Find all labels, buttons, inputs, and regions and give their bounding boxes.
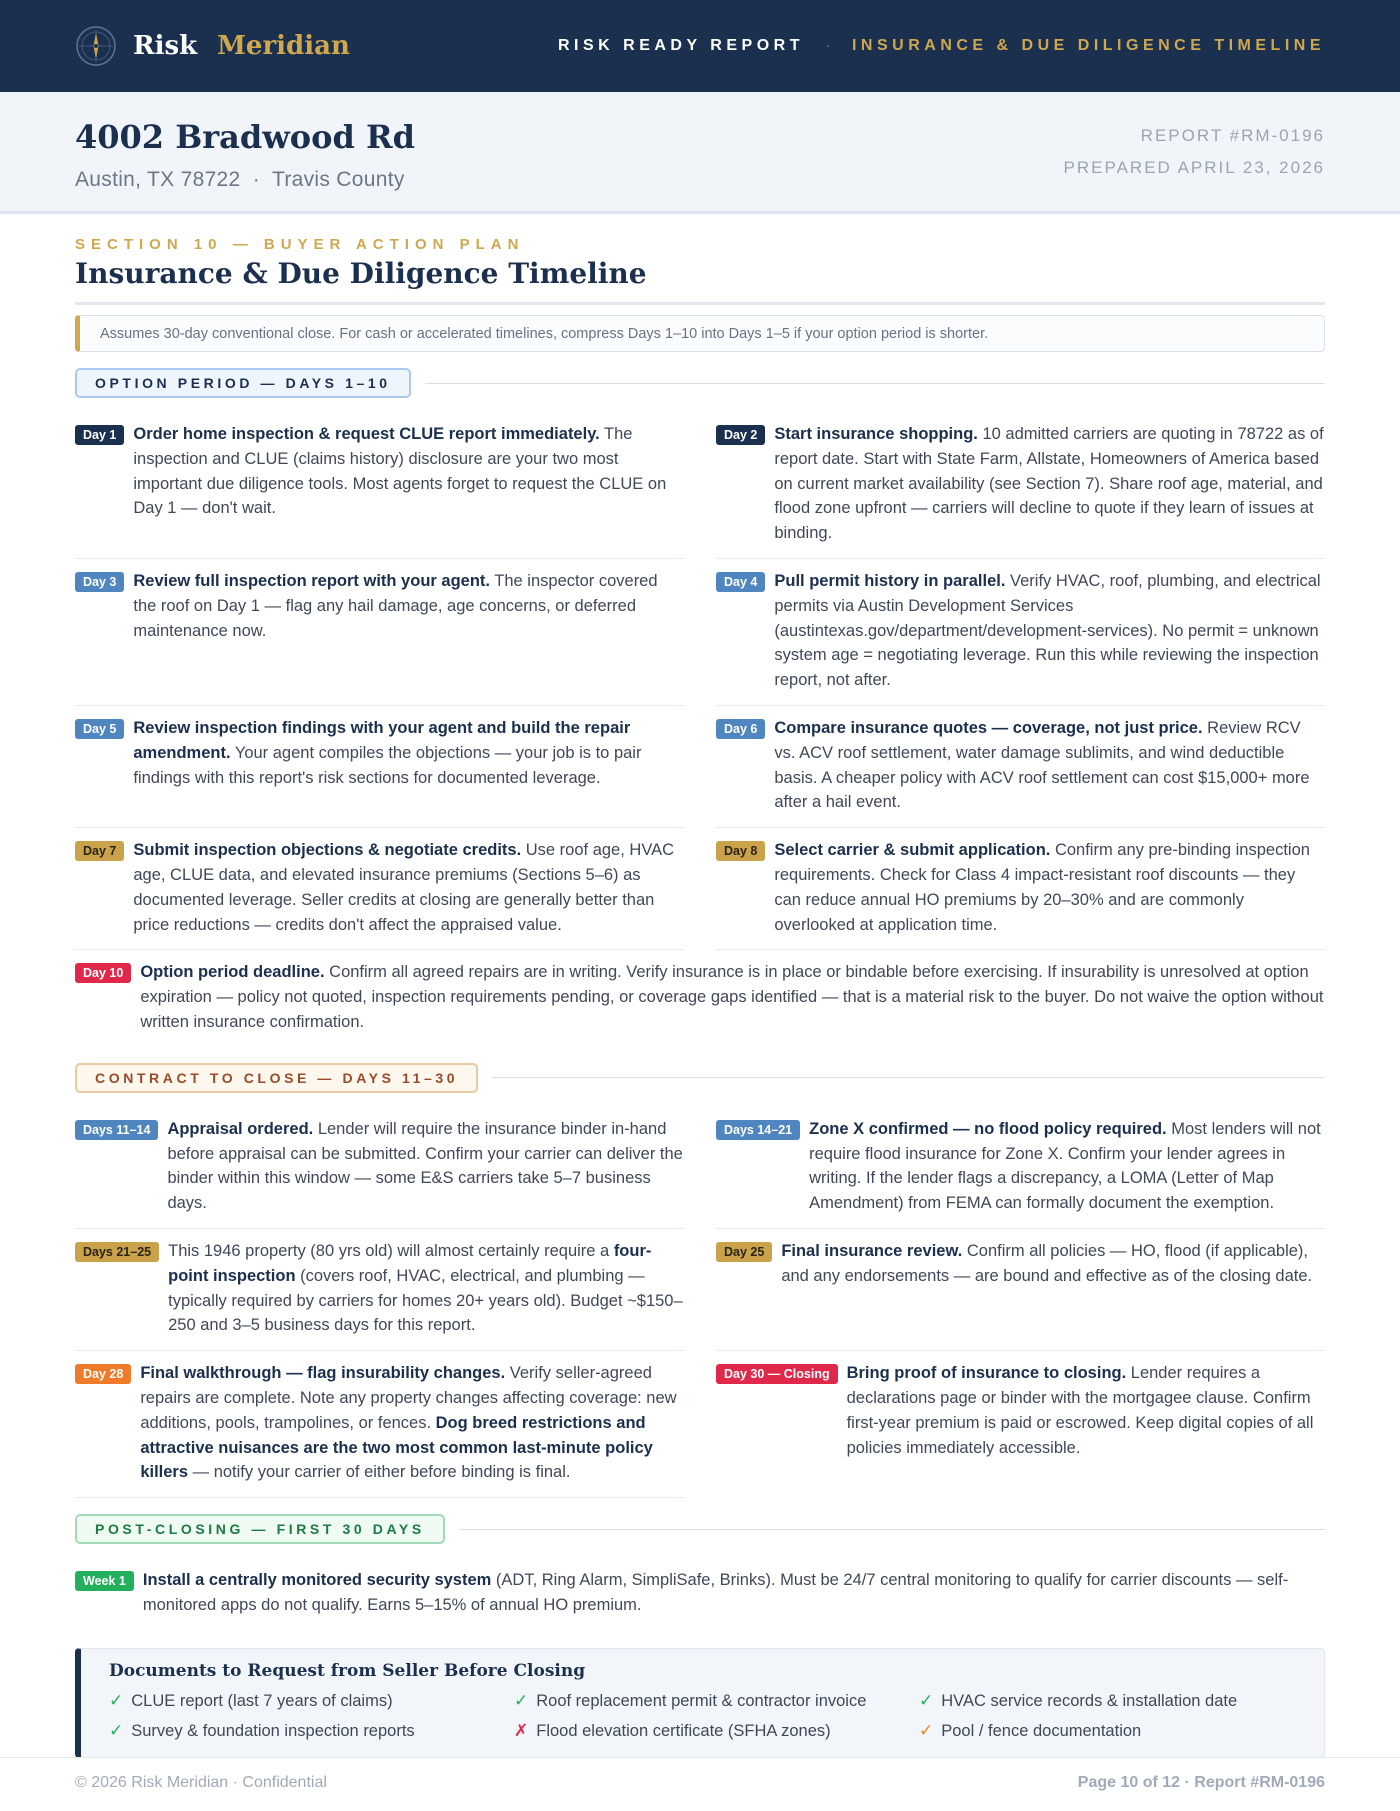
item-title: Option period deadline. — [140, 963, 325, 982]
document-label: HVAC service records & installation date — [941, 1691, 1238, 1710]
page-footer — [0, 1757, 1400, 1792]
timeline-text — [774, 422, 1325, 546]
day-badge: Day 30 — Closing — [716, 1364, 838, 1384]
day-badge: Day 1 — [75, 425, 124, 445]
document-item — [514, 1719, 919, 1743]
phase-header-option-period — [75, 368, 1325, 398]
compass-logo-icon — [75, 25, 117, 67]
item-body-continued: — notify your carrier of either before binding is final. — [188, 1463, 571, 1482]
item-body: Confirm any pre-binding inspection requirements. Check for Class 4 impact-resistant roof discounts — they can reduce annual HO premiums by 20–30% and are commonly overlooked at application time. — [774, 841, 1310, 934]
item-title: Order home inspection & request CLUE report immediately. — [133, 425, 600, 443]
timeline-text — [133, 716, 684, 815]
phase-divider — [459, 1529, 1325, 1530]
item-title: Final walkthrough — flag insurability changes. — [140, 1364, 506, 1383]
timeline-grid-contract-to-close — [75, 1107, 1325, 1498]
timeline-item — [716, 559, 1325, 706]
phase-divider — [492, 1077, 1325, 1078]
timeline-text — [140, 960, 1325, 1034]
timeline-text — [781, 1239, 1325, 1338]
item-body: Most lenders will not require flood insurance for Zone X. Confirm your lender agrees in writing. If the lender flags a discrepancy, a LOMA (Letter of Map Amendment) from FEMA can formally document the exemption. — [809, 1119, 1321, 1213]
item-title: Select carrier & submit application. — [774, 841, 1051, 860]
footer-copyright: © 2026 Risk Meridian · Confidential — [75, 1774, 327, 1791]
timeline-text — [133, 838, 684, 937]
day-badge: Day 3 — [75, 572, 124, 592]
timeline-item — [716, 1229, 1325, 1351]
timeline-text — [774, 838, 1325, 937]
day-badge: Day 5 — [75, 719, 124, 739]
timeline-text — [809, 1117, 1325, 1216]
day-badge: Day 8 — [716, 841, 765, 861]
item-intro: This 1946 property (80 yrs old) will almost certainly require a — [168, 1241, 614, 1260]
check-mark-icon: ✓ — [514, 1690, 529, 1710]
check-mark-icon: ✓ — [109, 1690, 124, 1710]
phase-header-post-closing — [75, 1514, 1325, 1544]
timeline-item — [75, 828, 684, 950]
day-badge: Day 6 — [716, 719, 765, 739]
timeline-item — [75, 559, 684, 706]
day-badge: Days 11–14 — [75, 1120, 158, 1140]
day-badge: Day 25 — [716, 1242, 772, 1262]
timeline-item — [716, 706, 1325, 828]
footer-page-info: Page 10 of 12 · Report #RM-0196 — [1077, 1774, 1325, 1791]
timeline-grid-post-closing — [75, 1558, 1325, 1630]
day-badge: Day 4 — [716, 572, 765, 592]
item-title: Submit inspection objections & negotiate credits. — [133, 841, 522, 860]
page-title: Insurance & Due Diligence Timeline — [75, 257, 1325, 305]
day-badge: Day 28 — [75, 1364, 131, 1384]
item-body: Review RCV vs. ACV roof settlement, water damage sublimits, and wind deductible basis. A cheaper policy with ACV roof settlement can cost $15,000+ more after a hail event. — [774, 718, 1310, 812]
document-label: Survey & foundation inspection reports — [131, 1721, 415, 1740]
report-meta — [1064, 118, 1325, 211]
timeline-text — [133, 569, 684, 693]
assumption-note: Assumes 30-day conventional close. For cash or accelerated timelines, compress Days 1–10 into Days 1–5 if your option period is shorter. — [75, 315, 1325, 352]
cross-mark-icon: ✗ — [514, 1720, 529, 1740]
main-content — [0, 214, 1400, 1758]
timeline-text — [167, 1117, 684, 1216]
timeline-text — [774, 569, 1325, 693]
timeline-item — [716, 412, 1325, 559]
timeline-item — [75, 1107, 684, 1229]
timeline-item — [716, 828, 1325, 950]
brand — [75, 25, 350, 67]
timeline-text — [847, 1361, 1325, 1486]
report-number: REPORT #RM-0196 — [1140, 126, 1325, 145]
day-badge: Day 2 — [716, 425, 765, 445]
documents-list — [109, 1689, 1294, 1743]
timeline-grid-option-period — [75, 412, 1325, 1047]
timeline-item — [75, 1558, 1325, 1630]
report-date: PREPARED APRIL 23, 2026 — [1063, 158, 1325, 177]
item-body: The inspection and CLUE (claims history) disclosure are your two most important due diligence tools. Most agents forget to request the CLUE on Day 1 — don't wait. — [133, 425, 667, 518]
timeline-text — [140, 1361, 684, 1485]
timeline-text — [774, 716, 1325, 815]
item-body: Lender will require the insurance binder in-hand before appraisal can be submitted. Confirm your carrier can deliver the binder within this window — some E&S carriers take 5–7 business days. — [167, 1119, 683, 1213]
phase-label: OPTION PERIOD — DAYS 1–10 — [75, 368, 411, 398]
top-bar — [0, 0, 1400, 92]
item-body: Verify HVAC, roof, plumbing, and electrical permits via Austin Development Services (austintexas.gov/department/development-services). No permit = unknown system age = negotiating leverage. Run this while reviewing the inspection report, not after. — [774, 571, 1321, 690]
check-mark-icon: ✓ — [919, 1690, 934, 1710]
report-type: RISK READY REPORT — [557, 37, 804, 54]
timeline-text — [168, 1239, 684, 1338]
item-body: Use roof age, HVAC age, CLUE data, and elevated insurance premiums (Sections 5–6) as documented leverage. Seller credits at closing are generally better than price reductions — credits don't affect the appraised value. — [133, 841, 675, 934]
day-badge: Week 1 — [75, 1571, 134, 1591]
documents-panel — [75, 1648, 1325, 1758]
timeline-item — [75, 1229, 684, 1351]
property-city: Austin, TX 78722 · Travis County — [75, 168, 405, 191]
phase-header-contract-to-close — [75, 1063, 1325, 1093]
check-mark-icon: ✓ — [919, 1720, 934, 1740]
item-body: Verify seller-agreed repairs are complete. Note any property changes affecting coverage: new additions, pools, trampolines, or fences. — [140, 1364, 677, 1432]
section-eyebrow: SECTION 10 — BUYER ACTION PLAN — [75, 236, 525, 253]
item-body: Confirm all policies — HO, flood (if applicable), and any endorsements — are bound and effective as of the closing date. — [781, 1241, 1313, 1285]
phase-label: CONTRACT TO CLOSE — DAYS 11–30 — [75, 1063, 478, 1093]
document-label: Pool / fence documentation — [941, 1721, 1142, 1740]
item-body: 10 admitted carriers are quoting in 78722 as of report date. Start with State Farm, Allstate, Homeowners of America based on current market availability (see Section 7). Share roof age, material, and flood zone upfront — carriers will decline to quote if they learn of issues at binding. — [774, 425, 1324, 543]
timeline-item — [75, 1351, 684, 1498]
timeline-item — [75, 706, 684, 828]
timeline-item — [716, 1351, 1325, 1498]
item-title: Final insurance review. — [781, 1241, 963, 1260]
day-badge: Days 14–21 — [716, 1120, 800, 1140]
item-body: Your agent compiles the objections — your job is to pair findings with this report's risk sections for documented leverage. — [133, 743, 642, 787]
item-body: (ADT, Ring Alarm, SimpliSafe, Brinks). Must be 24/7 central monitoring to qualify for carrier discounts — self-monitored apps do not qualify. Earns 5–15% of annual HO premium. — [142, 1571, 1289, 1614]
brand-first: Risk — [133, 31, 198, 61]
timeline-text — [143, 1568, 1325, 1618]
report-section: INSURANCE & DUE DILIGENCE TIMELINE — [851, 37, 1325, 54]
day-badge: Days 21–25 — [75, 1242, 159, 1262]
document-label: CLUE report (last 7 years of claims) — [131, 1691, 393, 1710]
item-title: Bring proof of insurance to closing. — [846, 1364, 1127, 1383]
document-item — [919, 1689, 1294, 1713]
brand-second: Meridian — [217, 31, 350, 61]
document-item — [919, 1719, 1294, 1743]
documents-title: Documents to Request from Seller Before Closing — [109, 1660, 586, 1681]
document-item — [109, 1719, 514, 1743]
document-label: Flood elevation certificate (SFHA zones) — [536, 1721, 831, 1740]
item-title: Appraisal ordered. — [167, 1119, 314, 1138]
item-title: Compare insurance quotes — coverage, not just price. — [774, 718, 1203, 737]
item-title: Zone X confirmed — no flood policy required. — [809, 1119, 1167, 1138]
item-body: Confirm all agreed repairs are in writing. Verify insurance is in place or bindable before exercising. If insurability is unresolved at option expiration — policy not quoted, inspection requirements pending, or coverage gaps identified — that is a material risk to the buyer. Do not waive the option without written insurance confirmation. — [140, 963, 1324, 1031]
item-title: Review full inspection report with your agent. — [133, 571, 490, 590]
day-badge: Day 7 — [75, 841, 124, 861]
report-title — [558, 37, 1325, 55]
report-separator: · — [825, 39, 830, 53]
phase-label: POST-CLOSING — FIRST 30 DAYS — [75, 1514, 445, 1544]
property-address: 4002 Bradwood Rd — [75, 118, 415, 156]
item-body: (covers roof, HVAC, electrical, and plumbing — typically required by carriers for homes 20+ years old). Budget ~$150–250 and 3–5 business days for this report. — [168, 1266, 683, 1335]
timeline-item — [716, 1107, 1325, 1229]
day-badge: Day 10 — [75, 963, 131, 983]
item-body: The inspector covered the roof on Day 1 — flag any hail damage, age concerns, or deferred maintenance now. — [133, 571, 658, 640]
timeline-item — [75, 412, 684, 559]
timeline-item — [75, 950, 1325, 1046]
phase-divider — [425, 383, 1325, 384]
item-emphasis: Dog breed restrictions and attractive nuisances are the two most common last-minute policy killers — [140, 1413, 653, 1482]
item-body: Lender requires a declarations page or binder with the mortgagee clause. Confirm first-year premium is paid or escrowed. Keep digital copies of all policies immediately accessible. — [846, 1364, 1314, 1457]
document-item — [109, 1689, 514, 1713]
brand-name — [133, 31, 350, 61]
check-mark-icon: ✓ — [109, 1720, 124, 1740]
timeline-text — [133, 422, 684, 546]
document-item — [514, 1689, 919, 1713]
item-title: four-point inspection — [168, 1241, 652, 1285]
property-header — [0, 92, 1400, 214]
document-label: Roof replacement permit & contractor invoice — [536, 1691, 867, 1710]
item-title: Install a centrally monitored security system — [142, 1571, 492, 1590]
item-title: Start insurance shopping. — [774, 425, 978, 443]
item-title: Pull permit history in parallel. — [774, 571, 1006, 590]
item-title: Review inspection findings with your agent and build the repair amendment. — [133, 718, 631, 762]
